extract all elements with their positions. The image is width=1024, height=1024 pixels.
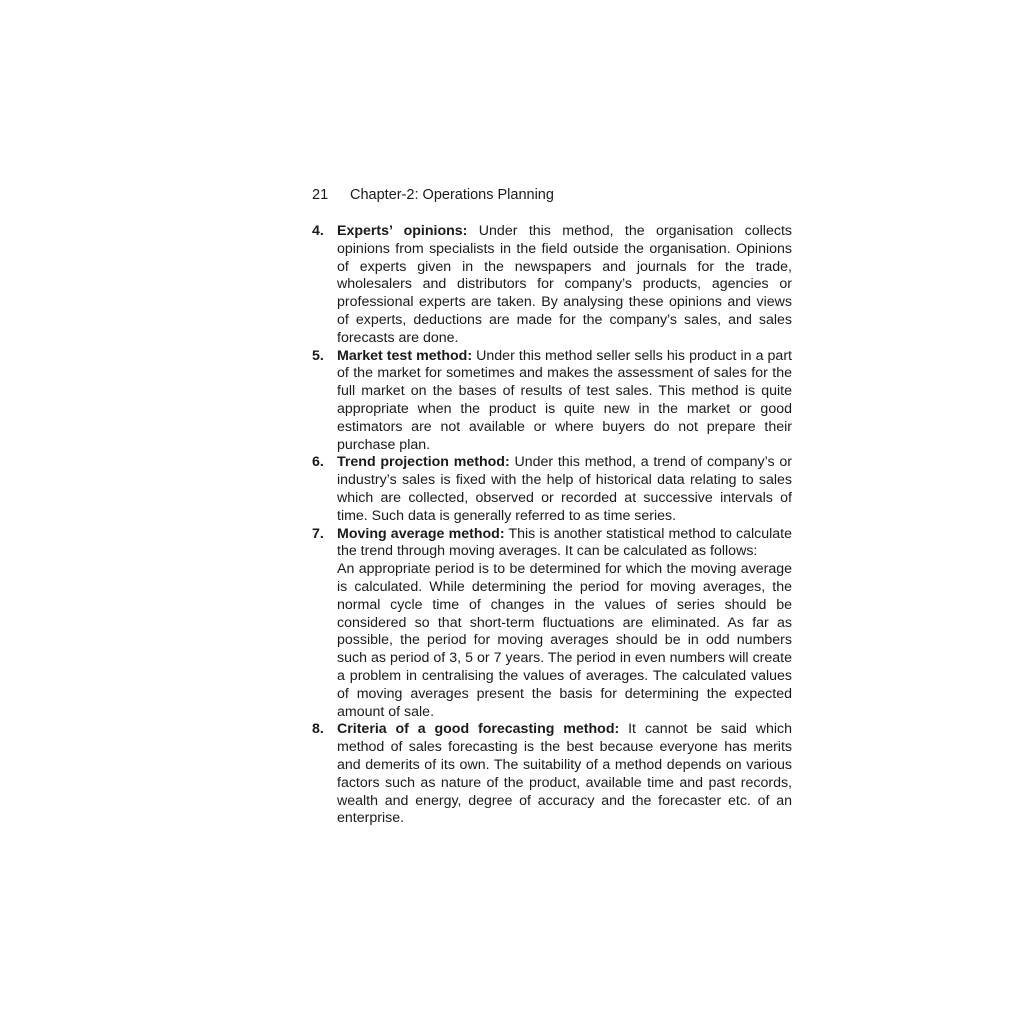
document-page bbox=[312, 186, 792, 828]
item-term: Trend projection method: bbox=[337, 454, 510, 471]
list-item-experts-opinions bbox=[312, 223, 792, 348]
item-term: Experts’ opinions: bbox=[337, 223, 468, 239]
item-number: 7. bbox=[312, 525, 324, 542]
item-number: 6. bbox=[312, 454, 324, 471]
item-text: Under this method, a trend of company’s or industry’s sales is fixed with the help of historical data relating to sales which are collected, observed or recorded at successive intervals of time. Such data is generally referred to as time series. bbox=[337, 454, 792, 524]
list-item-market-test-method bbox=[312, 348, 792, 455]
item-number: 5. bbox=[312, 347, 324, 364]
item-continuation: An appropriate period is to be determined for which the moving average is calculated. While determining the period for moving averages, the normal cycle time of changes in the values of series should be considered so that short-term fluctuations are eliminated. As far as possible, the period for moving averages should be in odd numbers such as period of 3, 5 or 7 years. The period in even numbers will create a problem in centralising the values of averages. The calculated values of moving averages present the basis for determining the expected amount of sale. bbox=[337, 561, 792, 720]
list-item-criteria-good-forecasting-method bbox=[312, 721, 792, 828]
item-term: Criteria of a good forecasting method: bbox=[337, 721, 620, 738]
item-text: This is another statistical method to calculate the trend through moving averages. It can be calculated as follows: bbox=[337, 525, 793, 560]
list-item-trend-projection-method bbox=[312, 454, 792, 525]
page-number: 21 bbox=[312, 187, 329, 203]
item-text: It cannot be said which method of sales forecasting is the best because everyone has merits and demerits of its own. The suitability of a method depends on various factors such as nature of the product, available time and past records, wealth and energy, degree of accuracy and the forecaster etc. of an enterprise. bbox=[337, 721, 793, 827]
method-list bbox=[312, 223, 792, 828]
item-term: Market test method: bbox=[337, 347, 473, 364]
list-item-moving-average-method bbox=[312, 526, 792, 722]
item-text: Under this method, the organisation collects opinions from specialists in the field outside the organisation. Opinions of experts given in the newspapers and journals for the trade, wholesalers and distributors for company’s products, agencies or professional experts are taken. By analysing these opinions and views of experts, deductions are made for the company’s sales, and sales forecasts are done. bbox=[337, 223, 792, 346]
item-number: 4. bbox=[312, 223, 324, 239]
item-number: 8. bbox=[312, 721, 324, 738]
item-term: Moving average method: bbox=[337, 525, 505, 542]
running-head bbox=[312, 186, 792, 204]
item-text: Under this method seller sells his product in a part of the market for sometimes and makes the assessment of sales for the full market on the bases of results of test sales. This method is quite appropriate when the product is quite new in the market or good estimators are not available or where buyers do not prepare their purchase plan. bbox=[337, 347, 792, 453]
chapter-title: Chapter-2: Operations Planning bbox=[350, 187, 554, 203]
